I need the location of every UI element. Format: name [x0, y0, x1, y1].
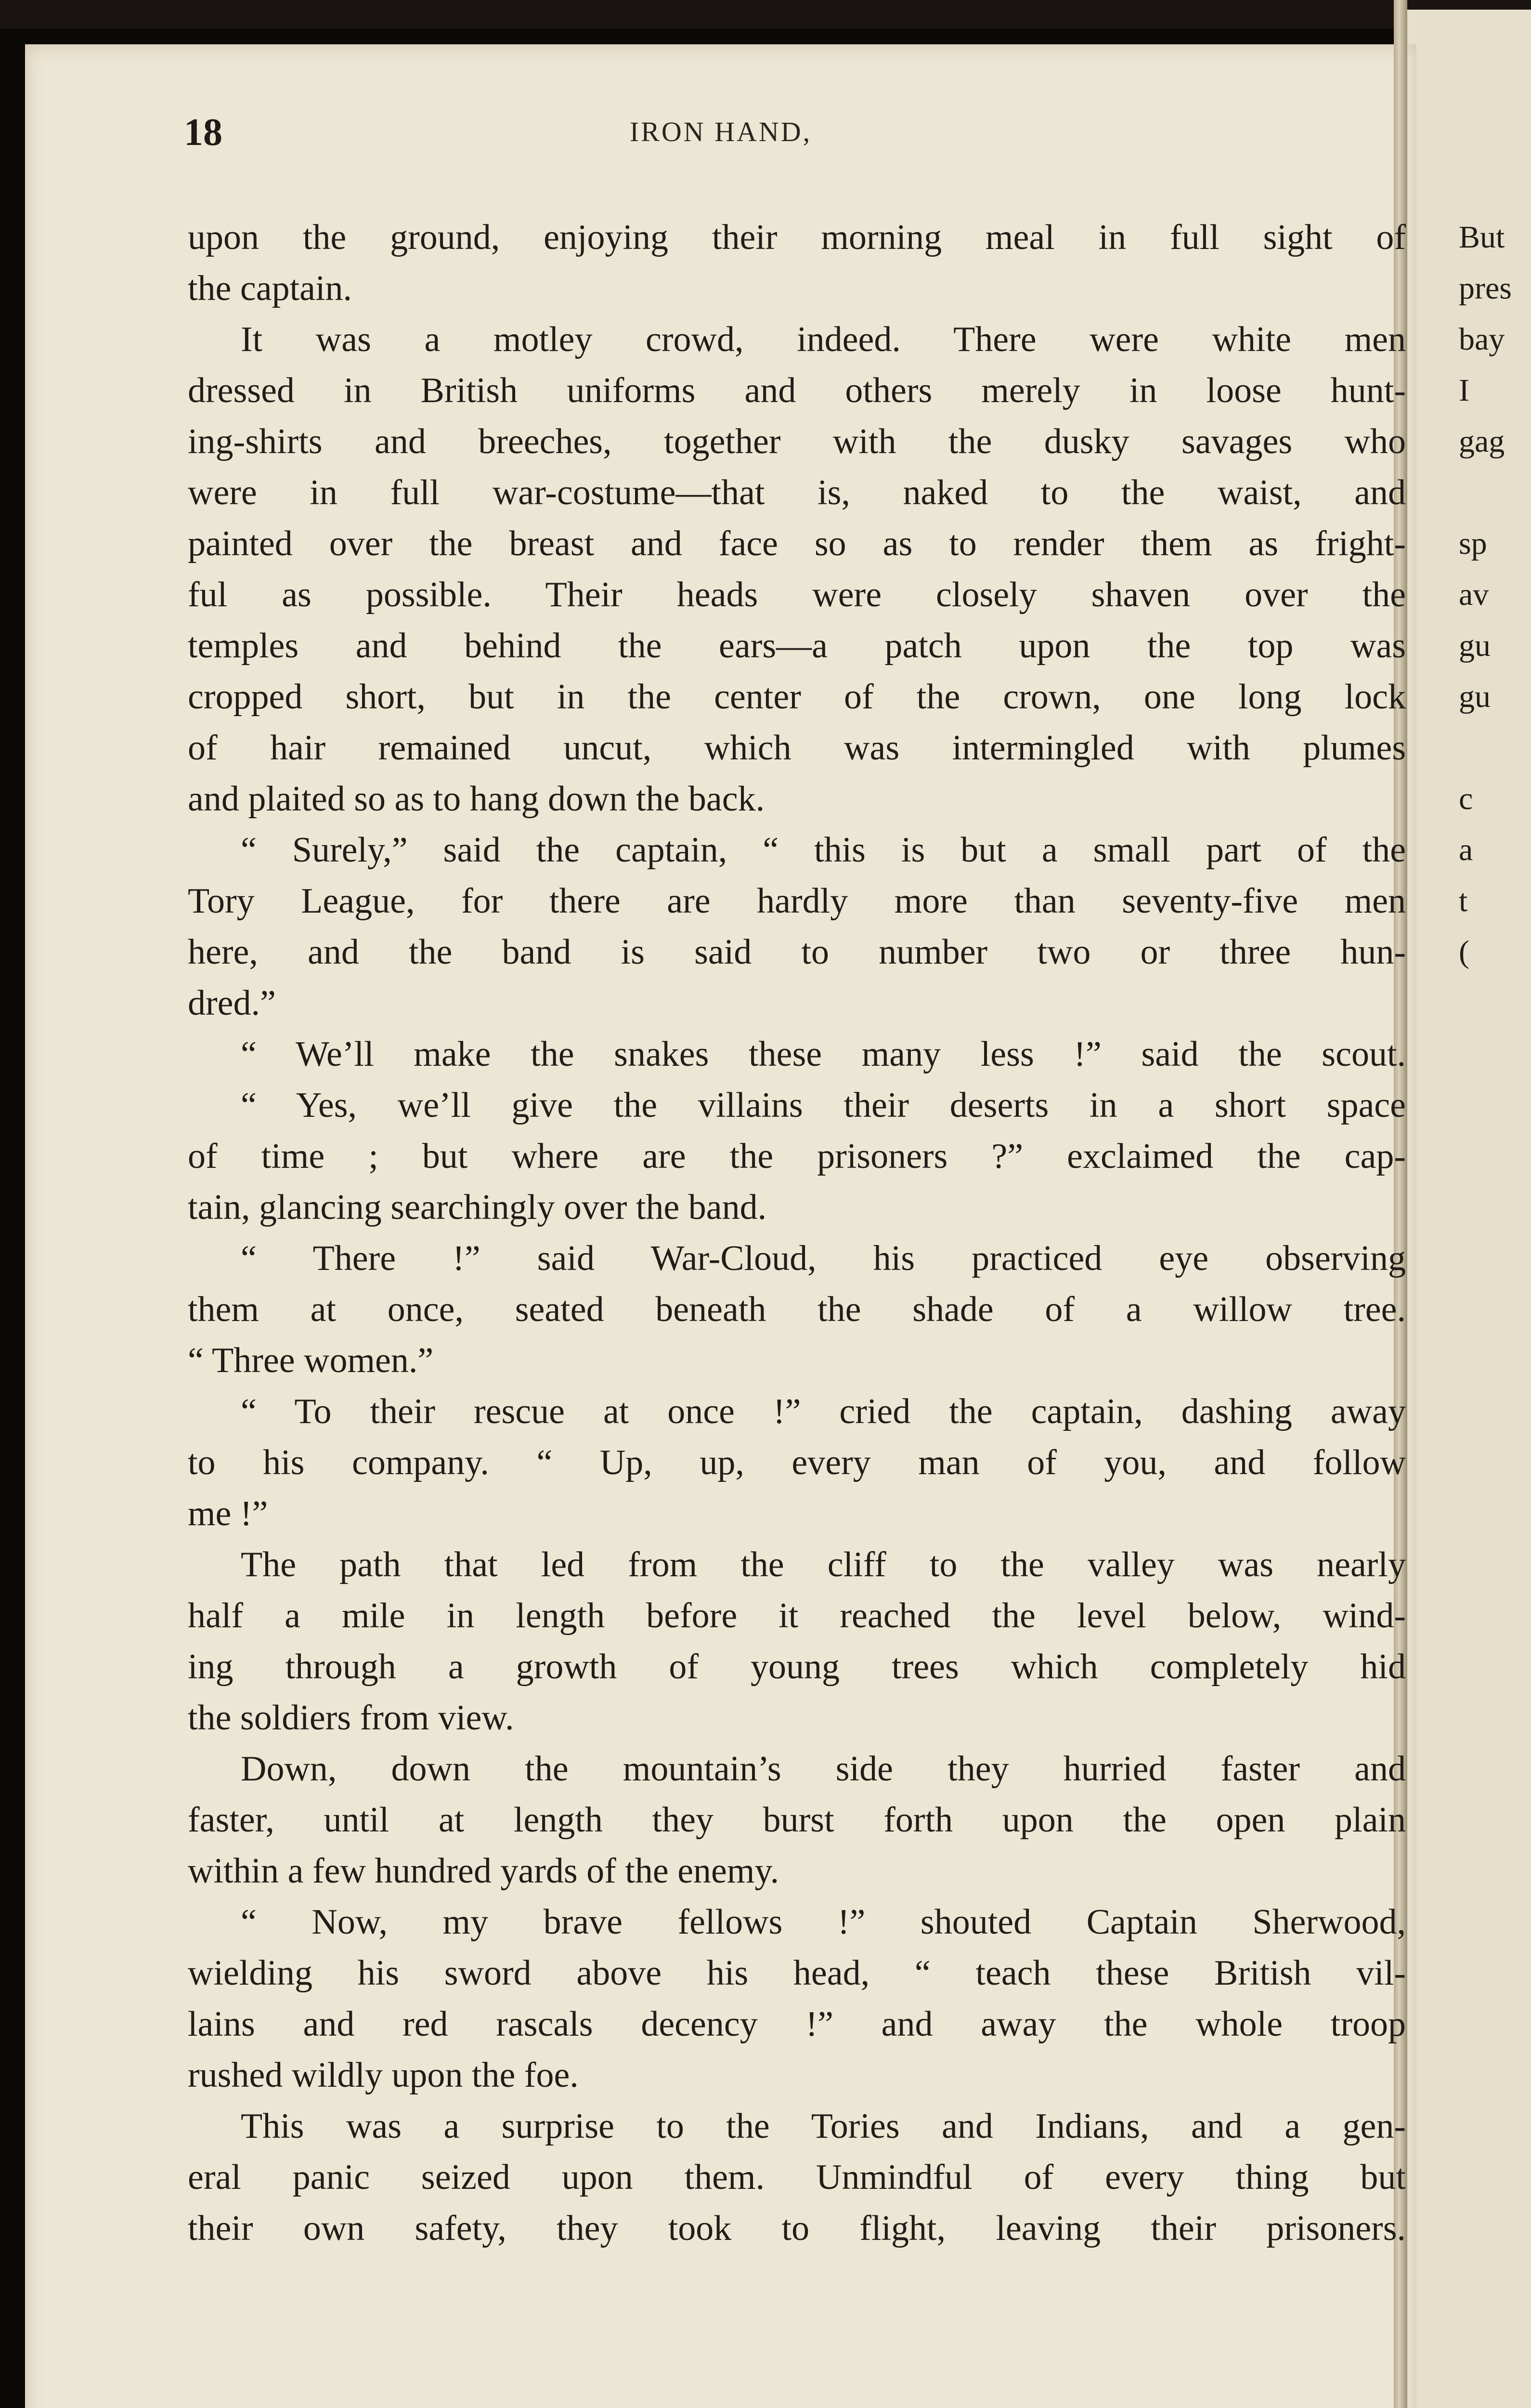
text-line: “ There !” said War-Cloud, his practiced eye observing	[241, 1239, 1406, 1278]
text-line: half a mile in length before it reached the level below, wind-	[188, 1596, 1406, 1636]
page-header	[25, 111, 1416, 164]
text-line: lains and red rascals decency !” and away the whole troop	[188, 2004, 1406, 2044]
text-line: upon the ground, enjoying their morning meal in full sight of	[188, 218, 1406, 257]
facing-page-fragment: (	[1459, 934, 1469, 969]
text-line: “ To their rescue at once !” cried the captain, dashing away	[241, 1392, 1406, 1431]
facing-page-fragment: a	[1459, 832, 1473, 867]
text-line: within a few hundred yards of the enemy.	[188, 1851, 779, 1891]
facing-page-fragment: But	[1459, 220, 1505, 255]
text-line: were in full war-costume—that is, naked to the waist, and	[188, 473, 1406, 512]
text-line: painted over the breast and face so as to render them as fright-	[188, 524, 1406, 563]
text-line: of hair remained uncut, which was intermingled with plumes	[188, 728, 1406, 768]
facing-page-fragment: pres	[1459, 271, 1512, 306]
facing-page-fragment: gu	[1459, 679, 1491, 714]
facing-page-text	[1459, 212, 1531, 978]
text-line: ful as possible. Their heads were closely shaven over the	[188, 575, 1406, 615]
text-line: It was a motley crowd, indeed. There were white men	[241, 320, 1406, 359]
text-line: “ Surely,” said the captain, “ this is but a small part of the	[241, 830, 1406, 870]
facing-page-fragment: t	[1459, 883, 1468, 918]
text-line: cropped short, but in the center of the crown, one long lock	[188, 677, 1406, 717]
body-text	[188, 212, 1406, 2254]
facing-page-fragment	[1459, 467, 1531, 518]
text-line: The path that led from the cliff to the valley was nearly	[241, 1545, 1406, 1584]
facing-page-fragment: av	[1459, 577, 1489, 612]
text-line: tain, glancing searchingly over the band.	[188, 1188, 767, 1227]
text-line: faster, until at length they burst forth upon the open plain	[188, 1800, 1406, 1840]
text-line: “ Now, my brave fellows !” shouted Captain Sherwood,	[241, 1902, 1406, 1942]
text-line: dressed in British uniforms and others merely in loose hunt-	[188, 371, 1406, 410]
text-line: This was a surprise to the Tories and Indians, and a gen-	[241, 2107, 1406, 2146]
facing-page-fragment: sp	[1459, 526, 1487, 561]
facing-page-fragment: gu	[1459, 628, 1491, 663]
facing-page-fragment: gag	[1459, 424, 1505, 459]
text-line: “ Yes, we’ll give the villains their deserts in a short space	[241, 1086, 1406, 1125]
text-line: the captain.	[188, 269, 352, 308]
text-line: temples and behind the ears—a patch upon the top was	[188, 626, 1406, 666]
text-line: rushed wildly upon the foe.	[188, 2055, 579, 2095]
text-line: to his company. “ Up, up, every man of you, and follow	[188, 1443, 1406, 1482]
scan-top-edge	[0, 0, 1531, 29]
text-line: “ Three women.”	[188, 1341, 434, 1380]
facing-page-fragment: bay	[1459, 322, 1505, 357]
text-line: wielding his sword above his head, “ teach these British vil-	[188, 1953, 1406, 1993]
running-head: IRON HAND,	[629, 116, 812, 147]
text-line: me !”	[188, 1494, 268, 1533]
text-line: Down, down the mountain’s side they hurried faster and	[241, 1749, 1406, 1789]
text-line: them at once, seated beneath the shade of a willow tree.	[188, 1290, 1406, 1329]
text-line: “ We’ll make the snakes these many less !” said the scout.	[241, 1034, 1406, 1074]
text-line: and plaited so as to hang down the back.	[188, 779, 765, 819]
facing-page-fragment	[1459, 722, 1531, 773]
text-line: eral panic seized upon them. Unmindful of every thing but	[188, 2158, 1406, 2197]
page-number: 18	[184, 111, 222, 154]
text-line: Tory League, for there are hardly more than seventy-five men	[188, 881, 1406, 921]
text-line: ing-shirts and breeches, together with the dusky savages who	[188, 422, 1406, 461]
text-line: of time ; but where are the prisoners ?” exclaimed the cap-	[188, 1137, 1406, 1176]
facing-page-fragment: I	[1459, 373, 1469, 408]
text-line: ing through a growth of young trees which completely hid	[188, 1647, 1406, 1687]
text-line: dred.”	[188, 983, 276, 1023]
facing-page-fragment: c	[1459, 781, 1473, 816]
text-line: the soldiers from view.	[188, 1698, 514, 1738]
text-line: here, and the band is said to number two or three hun-	[188, 932, 1406, 972]
text-line: their own safety, they took to flight, leaving their prisoners.	[188, 2209, 1406, 2248]
